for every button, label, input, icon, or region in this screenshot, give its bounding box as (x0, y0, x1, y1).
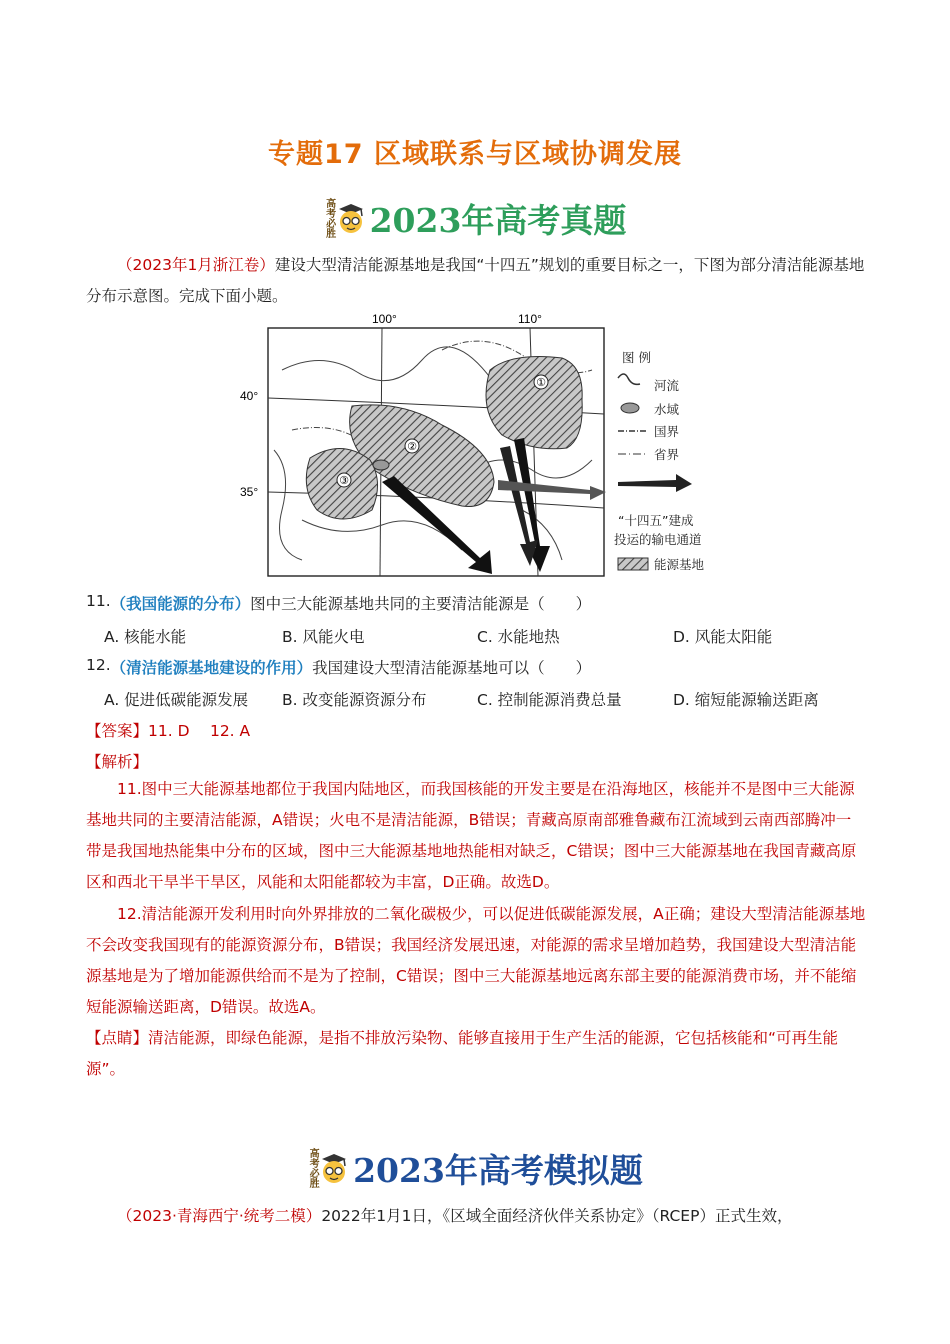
q12-stem: 我国建设大型清洁能源基地可以（ ） (312, 659, 592, 677)
q12-option-d: D. 缩短能源输送距离 (673, 691, 819, 709)
lon-label-100: 100° (372, 312, 397, 326)
next-text: 2022年1月1日，《区域全面经济伙伴关系协定》（RCEP）正式生效， (321, 1207, 793, 1225)
q11-option-c: C. 水能地热 (477, 628, 560, 646)
question-11: 11. （我国能源的分布） 图中三大能源基地共同的主要清洁能源是（ ） (86, 592, 592, 613)
q12-tag: （清洁能源基地建设的作用） (110, 659, 313, 677)
intro-source: （2023年1月浙江卷） (117, 256, 275, 274)
q11-option-d: D. 风能太阳能 (673, 628, 773, 646)
legend-title: 图 例 (622, 350, 651, 365)
base-label-2: ② (407, 440, 417, 453)
lat-label-35: 35° (240, 485, 259, 499)
banner-title: 2023年高考模拟题 (353, 1150, 643, 1190)
tip-paragraph (86, 1023, 866, 1085)
explanation-11: 11.图中三大能源基地都位于我国内陆地区，而我国核能的开发主要是在沿海地区，核能并不是图中三大能源基地共同的主要清洁能源，A错误；火电不是清洁能源，B错误；青藏高原南部雅鲁藏布江流域到云南西部腾冲一带是我国地热能集中分布的区域，图中三大能源基地地热能相对缺乏，C错误；图中三大能源基地在我国青藏高原区和西北干旱半干旱区，风能和太阳能都较为丰富，D正确。故选D。 (86, 780, 857, 891)
q11-stem: 图中三大能源基地共同的主要清洁能源是（ ） (250, 595, 592, 613)
lon-label-110: 110° (518, 312, 542, 326)
section-banner-real-exam (0, 194, 950, 242)
q11-tag: （我国能源的分布） (110, 595, 251, 613)
energy-base-map (240, 310, 712, 580)
map-legend (614, 350, 705, 572)
base-label-3: ③ (339, 474, 349, 487)
legend-national-border: 国界 (654, 424, 680, 439)
q12-option-c: C. 控制能源消费总量 (477, 691, 622, 709)
next-question-intro (86, 1201, 876, 1232)
exam-mascot-icon: 高考必胜 (307, 1148, 349, 1188)
tip-label: 【点睛】 (86, 1029, 149, 1047)
base-label-1: ① (536, 376, 546, 389)
legend-transmission-1: “十四五”建成 (618, 513, 694, 528)
legend-transmission-2: 投运的输电通道 (614, 532, 702, 547)
question-12: 12. （清洁能源基地建设的作用） 我国建设大型清洁能源基地可以（ ） (86, 656, 592, 677)
analysis-label: 【解析】 (86, 753, 149, 771)
q11-options (104, 625, 772, 647)
answer-text: 11. D 12. A (148, 722, 251, 740)
q12-option-b: B. 改变能源资源分布 (282, 691, 427, 709)
intro-text: 建设大型清洁能源基地是我国“十四五”规划的重要目标之一，下图为部分清洁能源基地分布示意图。完成下面小题。 (86, 256, 865, 305)
banner-title: 2023年高考真题 (369, 200, 627, 240)
q12-option-a: A. 促进低碳能源发展 (104, 691, 249, 709)
answer-line (86, 719, 250, 741)
next-source: （2023·青海西宁·统考二模） (117, 1207, 322, 1225)
tip-text: 清洁能源，即绿色能源，是指不排放污染物、能够直接用于生产生活的能源，它包括核能和“可再生能源”。 (86, 1029, 839, 1078)
legend-energy-base: 能源基地 (654, 557, 705, 572)
intro-paragraph (86, 250, 866, 312)
legend-provincial-border: 省界 (654, 447, 680, 462)
page-title: 专题17 区域联系与区域协调发展 (268, 139, 682, 170)
q11-option-b: B. 风能火电 (282, 628, 365, 646)
q12-options (104, 688, 819, 710)
legend-water: 水域 (654, 402, 680, 417)
lat-label-40: 40° (240, 389, 259, 403)
q11-option-a: A. 核能水能 (104, 628, 187, 646)
legend-river: 河流 (654, 378, 680, 393)
answer-label: 【答案】 (86, 722, 149, 740)
section-banner-mock-exam (0, 1144, 950, 1192)
exam-mascot-icon: 高考必胜 (324, 198, 366, 238)
explanation-12: 12.清洁能源开发利用时向外界排放的二氧化碳极少，可以促进低碳能源发展，A正确；建设大型清洁能源基地不会改变我国现有的能源资源分布，B错误；我国经济发展迅速，对能源的需求呈增加趋势，我国建设大型清洁能源基地是为了增加能源供给而不是为了控制，C错误；图中三大能源基地远离东部主要的能源消费市场，并不能缩短能源输送距离，D错误。故选A。 (86, 905, 866, 1016)
